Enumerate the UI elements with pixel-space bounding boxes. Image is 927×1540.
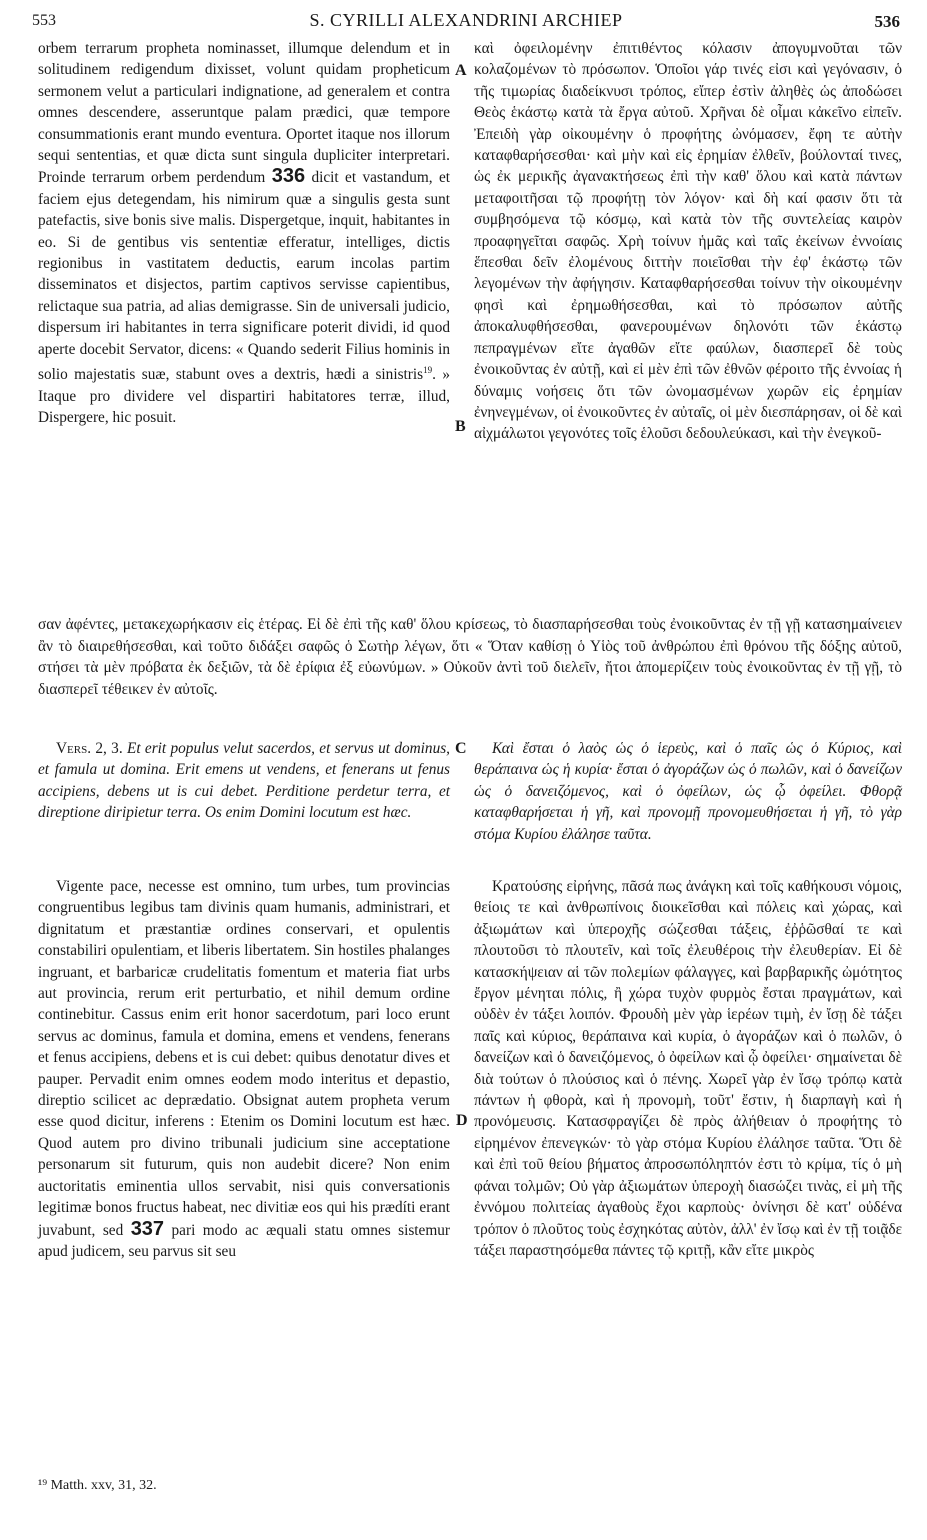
latin-commentary: Vigente pace, necesse est omnino, tum urbes, tum provincias congruentibus legibus tam divinis quam humanis, administrari, et dignitatum et præstantiæ ordines conservari, et opulentis constabiliri opulentiam, et liberis libertatem. Sin hostiles phalanges ingruant, et barbaricæ crudelitatis fomentum et materia fiat urbs aut provincia, rerum erit perturbatio, et nihil demum ordine continebitur. Cassus enim erit honor sacerdotum, pari loco erunt servus ac dominus, famula et domina, emens et vendens, fenerans et fenus accipiens, debens et is cui debet: quibus denotatur dives et pauper. Pervadit enim omnes eodem modo interitus et depastio, direptio scilicet ac deprædatio. Obsignat autem propheta verum esse quod dicitur, inferens : Etenim os Domini locutum est hæc. Quod autem pro divino tribunali judicium sine acceptatione personarum sit futurum, quis non audebit dicere? Non enim auctoritatis eminentia ullos servabit, nisi quis conversationis legitimæ bonos fructus habeat, nec divitiæ eos qui his prædíti erant juvabunt, sed (38, 878, 450, 1239)
greek-commentary: Κρατούσης εἰρήνης, πᾶσά πως ἀνάγκη καὶ τοῖς καθήκουσι νόμοις, θείοις τε καὶ ἀνθρωπίνοις διοικεῖσθαι καὶ πόλεις καὶ χώρας, καὶ ἀξιωμάτων καὶ ὑπεροχῆς σώζεσθαι τάξεις, ἐῤῥῶσθαί τε καὶ πλουτοῦσι τὸ πλουτεῖν, καὶ τοῖς ἐλευθέροις τὴν ἐλευθερίαν. Εἰ δὲ κατασκήψειαν αἱ τῶν πολεμίων φάλαγγες, καὶ βαρβαρικῆς ὠμότητος ἔργον μένηται πόλις, ἢ χώρα τυχὸν φυρμὸς ἔσται πραγμάτων, καὶ οὐδὲν ἐν τάξει λοιπόν. Φρουδὴ μὲν γὰρ ἱερέων τιμὴ, ἐν ἴσῃ δὲ τάξει παῖς καὶ κύριος, θεράπαινα καὶ κυρία, ὁ ἀγοράζων καὶ ὁ πωλῶν, ὁ δανείζων καὶ ὁ δανειζόμενος, ὁ ὀφείλων καὶ ᾧ ὀφείλει· σημαίνεται δὲ διὰ τούτων ὁ πλούσιος καὶ ὁ πένης. Χωρεῖ γὰρ ἐν ἴσῳ τρόπῳ κατὰ πάντων ἡ φθορὰ, καὶ ἡ προνομὴ, τοῦτ' ἔστιν, ἡ διαρπαγὴ καὶ ἡ προνόμευσις. Κατασφραγίζει δὲ πρὸς ἀλήθειαν ὁ προφήτης τὸ εἰρημένον ἐπενεγκών· τὸ γὰρ στόμα Κυρίου ἐλάλησε ταῦτα. Ὅτι δὲ καὶ ἐπὶ τοῦ θείου βήματος ἀπροσωπόληπτόν ἐστι τὸ κρίμα, τίς ὁ μὴ φάναι τολμῶν; Οὐ γὰρ ἀξιωμάτων ὑπεροχὴ διασώζει τινὰς, εἰ μὴ τῆς ἐννόμου πολιτείας ἀγαθοὺς ἔχοι καρποὺς· ὀνίνησι δὲ κατ' οὐδένα τρόπον ὁ πλοῦτος τοὺς ἐσχηκότας αὐτὸν, ἀλλ' ἐν ἴσῳ καὶ ἐν τῇ τοιᾷδε τάξει παραστησόμεθα πάντες τῷ κριτῇ, κἂν εἴτε μικρὸς (474, 878, 902, 1259)
footnote: ¹⁹ Matth. xxv, 31, 32. (38, 1478, 157, 1493)
greek-column-block1 (474, 38, 902, 616)
marker-a: A (455, 62, 467, 79)
greek-text: καὶ ὀφειλομένην ἐπιτιθέντος κόλασιν ἀπογυμνοῦται τῶν κολαζομένων τὸ πρόσωπον. Ὁποῖοι γάρ τινές εἰσι καὶ γεγόνασιν, ὁ τῆς τιμωρίας διαδείκνυσι τρόπος, εἴπερ ἐστὶν ἀληθὲς ὡς ἀποδώσει Θεὸς ἑκάστῳ κατὰ τὰ ἔργα αὐτοῦ. Χρῆναι δὲ οἶμαι κἀκεῖνο εἰπεῖν. Ἐπειδὴ γὰρ οἰκουμένην ὁ προφήτης ὠνόμασεν, ἔφη τε αὐτὴν καταφθαρήσεσθαι· καὶ μὴν καὶ εἰς ἐρημίαν ἐλθεῖν, βούλονταί τινες, ὡς ἐκ μερικῆς ἀγανακτήσεως ἐπὶ τὴν καθ' ὅλου καὶ κατὰ πάντων μεταφοιτῆσαι τῷ προφήτῃ τὸν λόγον· καὶ δὴ καί φασιν ὅτι τὰ συμβησόμενα τῷ κόσμῳ, καὶ κατὰ τὸν τῆς συντελείας καιρὸν προαφηγεῖται σαφῶς. Χρὴ τοίνυν ἡμᾶς καὶ ταῖς ἐκείνων ἐννοίαις ἕπεσθαι δεῖν ἐλομένους διττὴν ποιεῖσθαι τὴν ἐφ' ἑκάστῳ τῶν λεγομένων τὴν ἀφήγησιν. Καταφθαρήσεσθαι τοίνυν τὴν οἰκουμένην φησὶ καὶ ἐρημωθήσεσθαι, καὶ τὸ πρόσωπον αὐτῆς ἀποκαλυφθήσεσθαι, φανερουμένων δηλονότι τῶν ἑκάστῳ πεπραγμένων εἴτε ἀγαθῶν εἴτε φαύλων, διασπερεῖ δὲ τοὺς ἐνοικοῦντας ἐν αὐτῇ, καὶ εἰ μὲν ἐπὶ τῶν ἐθνῶν φέροιτο τῆς ἐννοίας ἡ δύναμις νοήσεις ὅτι τῶν ὠνομασμένων χωρῶν εἰς ἐρημίαν ἐνηνεγμένων, οἱ ἐνοικοῦντες ἐν αὐταῖς, οἱ μὲν διεσπάρησαν, οἱ δὲ καὶ αἰχμάλωτοι γεγονότες τοῖς ἑλοῦσι δεδουλεύκασι, καὶ τὴν ἐνεγκοῦ- (474, 40, 902, 443)
latin-commentary-end: pari modo ac æquali statu omnes sistemur apud judicem, seu parvus sit seu (38, 1221, 450, 1260)
marker-b: B (455, 418, 466, 435)
footnote-ref: 19 (423, 365, 433, 376)
marker-d: D (456, 1112, 468, 1129)
page-number-right: 536 (874, 12, 900, 31)
latin-text-cont: dicit et vastandum, et faciem ejus detegendam, his nimirum quæ a singulis gesta sunt patefactis, sive bonis sive malis. Dispergetque, inquit, habitantes in eo. Si de gentibus vis sententiæ efferatur, intelliges, dictis regionibus in vastitatem deductis, earum incolas partim disseminatos et disjectos, partim captivos servisse capientibus, relictaque sua patria, ad alias demigrasse. Sin de universali judicio, dispersum iri habitantes in terra significare poterit dividi, id quod aperte docebit Servator, dicens: « Quando sederit Filius hominis in solio majestatis suæ, stabunt oves a dextris, hædi a sinistris (38, 169, 450, 384)
greek-column-block3 (474, 876, 902, 1471)
verse-latin (38, 738, 450, 824)
verse-latin-text: Et erit populus velut sacerdos, et servus ut dominus, et famula ut domina. Erit emens ut vendens, et fenerans ut fenus accipiens, debens ut is cui debet. Perditione perdetur terra, et direptione diripietur terra. Os enim Domini locutum est hæc. (38, 740, 451, 822)
latin-column-block3 (38, 876, 450, 1471)
latin-column-block1 (38, 38, 450, 616)
marker-c: C (455, 740, 467, 757)
running-title: S. CYRILLI ALEXANDRINI ARCHIEP (309, 10, 623, 30)
page-header (32, 10, 900, 36)
greek-fullwidth: σαν ἀφέντες, μετακεχωρήκασιν εἰς ἑτέρας. Εἰ δὲ ἐπὶ τῆς καθ' ὅλου κρίσεως, τὸ διασπαρήσεσθαι τοὺς ἐνοικοῦντας ἐν τῇ γῇ κατασημαίνειεν ἂν τὸ διαιρεθήσεσθαι, καὶ τοῦτο διδάξει σαφῶς ὁ Σωτὴρ λέγων, ὅτι « Ὅταν καθίσῃ ὁ Υἱὸς τοῦ ἀνθρώπου ἐπὶ θρόνου τῆς δόξης αὐτοῦ, στήσει τὰ μὲν πρόβατα ἐκ δεξιῶν, τὰ δὲ ἐρίφια ἐξ εὐωνύμων. » Οὐκοῦν ἀντὶ τοῦ διελεῖν, ἤτοι ἀπομερίζειν τοὺς ἐνοικοῦντας ἐν τῇ γῇ, τὸ διασπερεῖ τέθεικεν ἐν αὐτοῖς. (38, 616, 902, 698)
verse-greek-text: Καὶ ἔσται ὁ λαὸς ὡς ὁ ἱερεὺς, καὶ ὁ παῖς ὡς ὁ Κύριος, καὶ θεράπαινα ὡς ἡ κυρία· ἔσται ὁ ἀγοράζων ὡς ὁ πωλῶν, καὶ ὁ δανείζων ὡς ὁ δανειζόμενος, καὶ ὁ ὀφείλων, ὡς ᾧ ὀφείλει. Φθορᾷ καταφθαρήσεται ἡ γῆ, καὶ προνομῇ προνομευθήσεται ἡ γῆ, τὸ γὰρ στόμα Κυρίου ἐλάλησε ταῦτα. (474, 740, 902, 843)
page-number-left: 553 (32, 12, 56, 29)
page-number-337: 337 (130, 1217, 165, 1240)
latin-text: orbem terrarum propheta nominasset, illumque delendum et in solitudinem redigendum dixisset, volunt quidam propheticum sermonem velut a particulari indignatione, ad generalem et contra omnes descendere, asseruntque palam prædici, quæ tempore consummationis erant mundo eventura. Oportet itaque nos illorum sequi sententias, et quæ dicta sunt singula dupliciter interpretari. Proinde terrarum orbem perdendum (38, 40, 450, 187)
page-number-336: 336 (271, 165, 306, 188)
latin-text-end: . » Itaque pro dividere vel dispartiri habitatores terræ, illud, Dispergere, hic posuit. (38, 366, 451, 426)
verse-greek (474, 738, 902, 845)
verse-label: Vers. 2, 3. (56, 740, 123, 757)
